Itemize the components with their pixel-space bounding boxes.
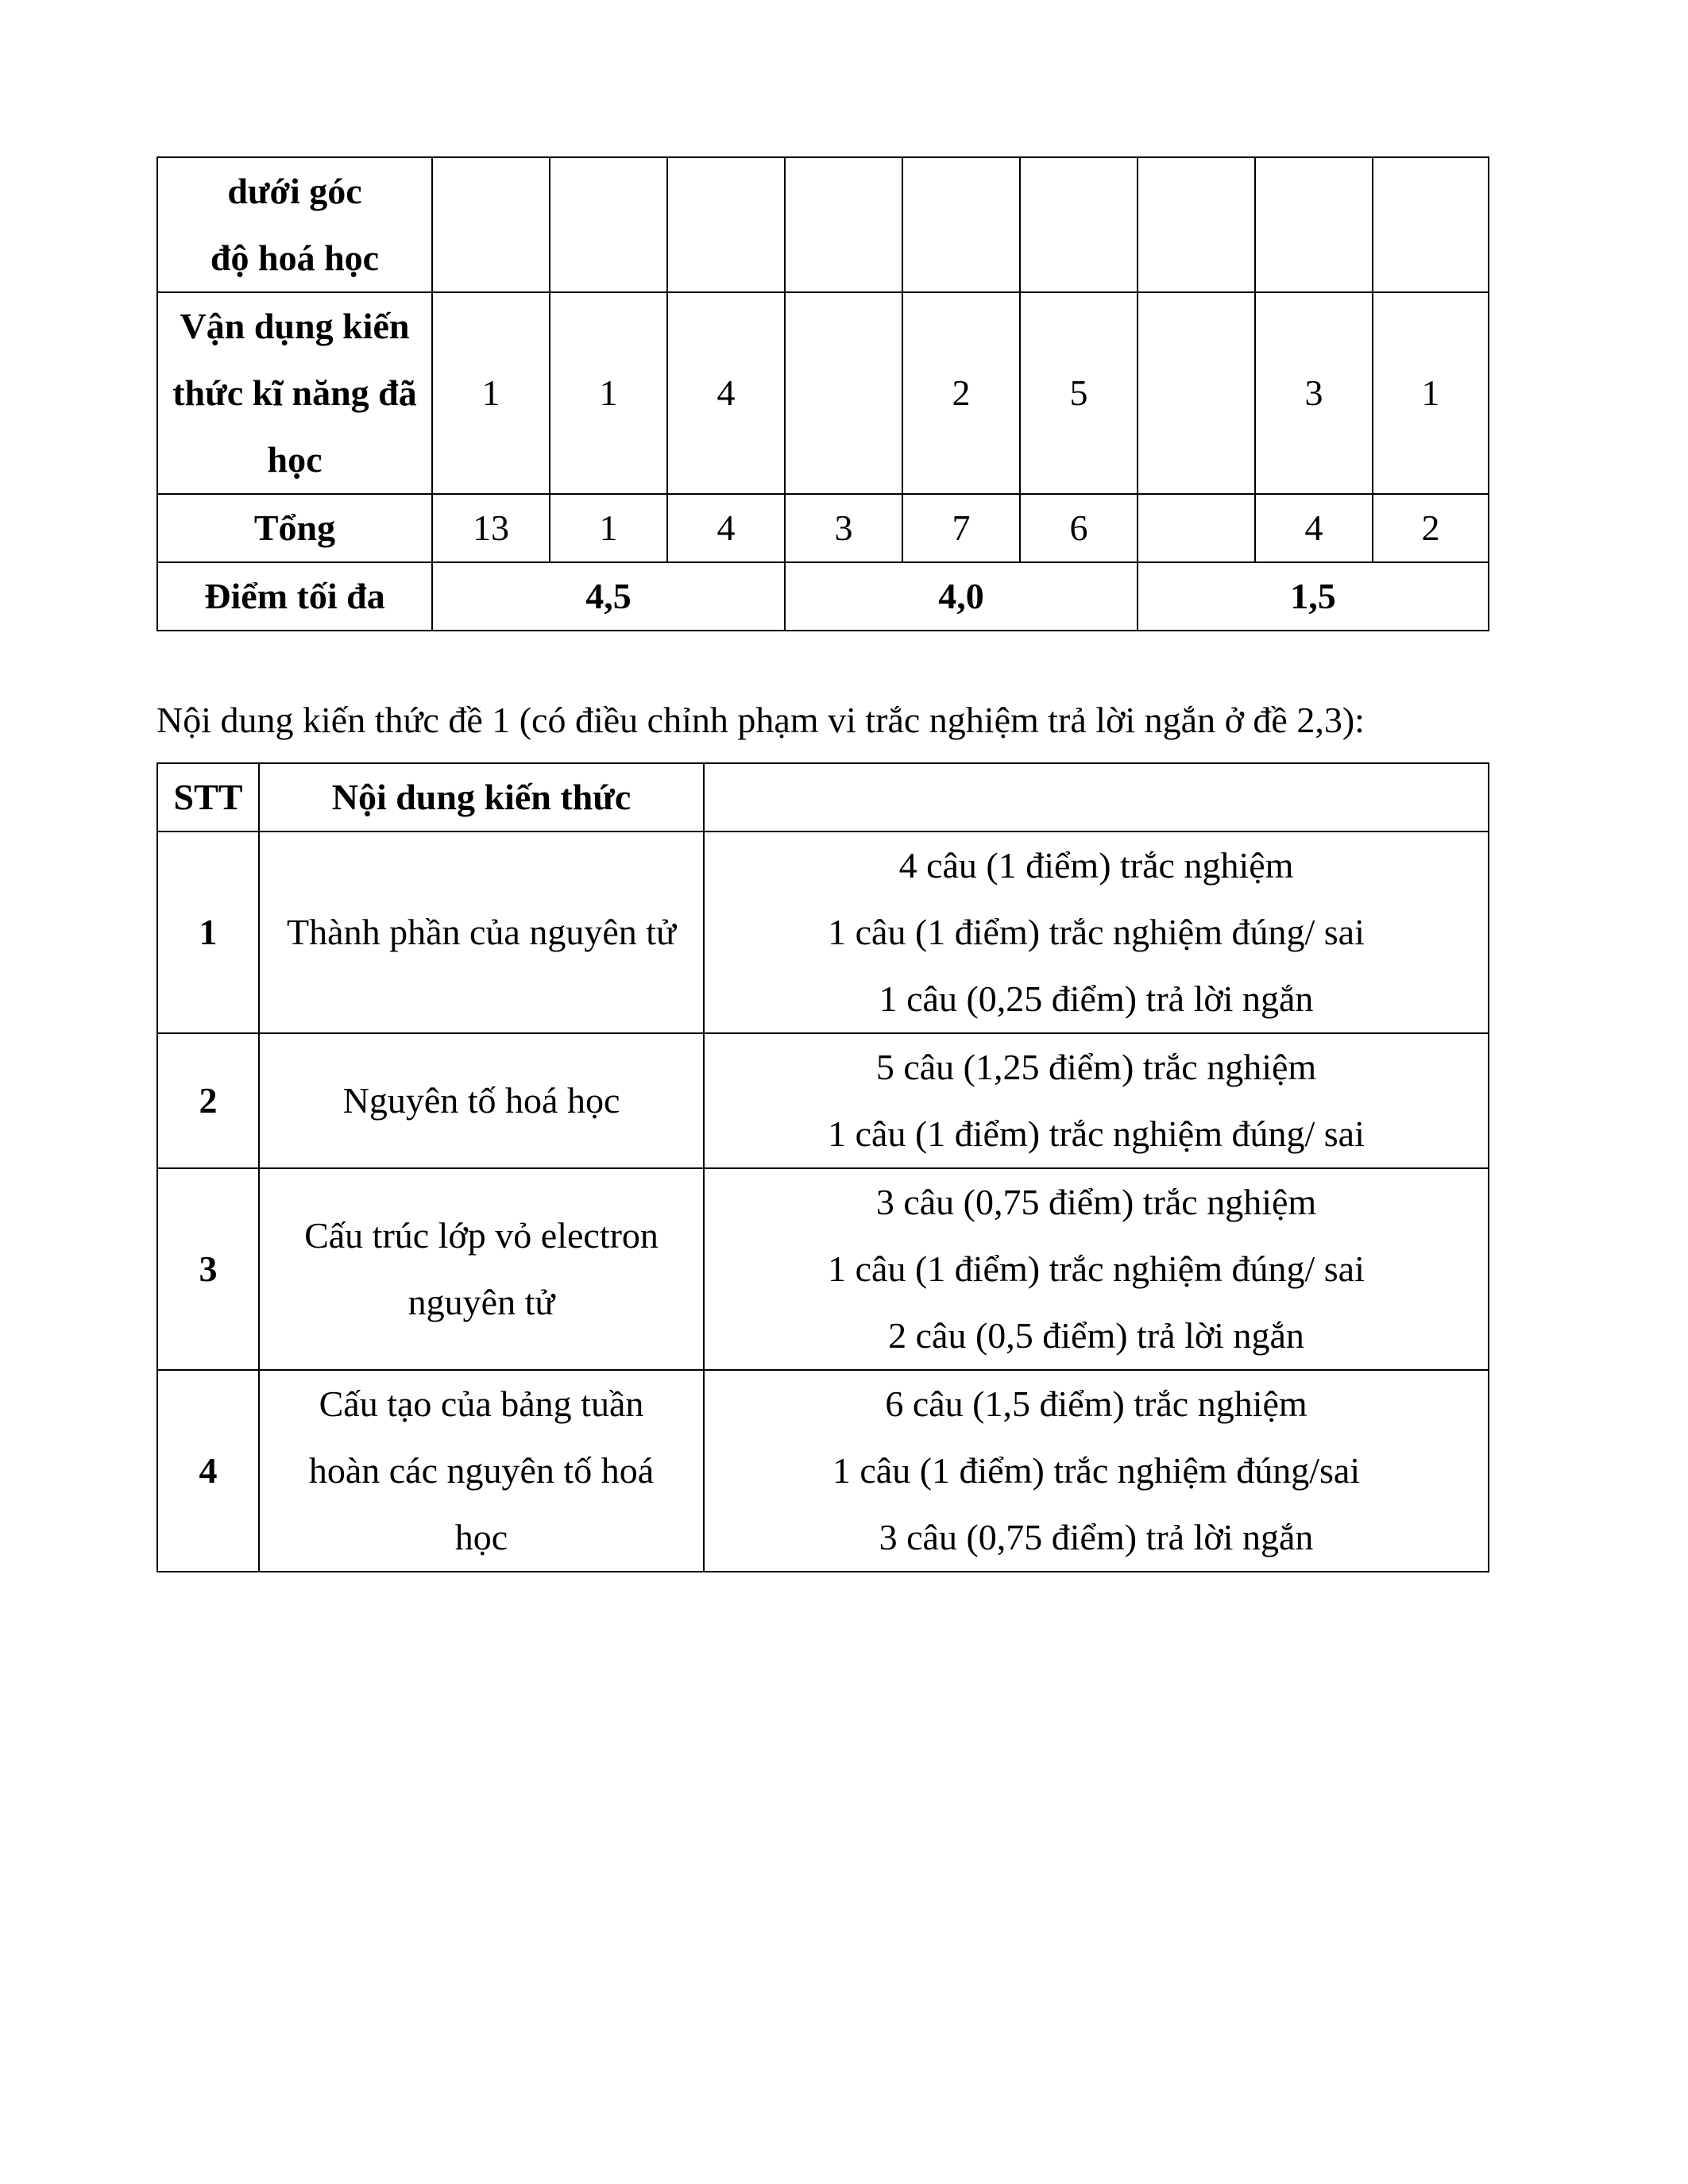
table-cell: 1 xyxy=(550,494,667,562)
detail-line: 2 câu (0,5 điểm) trả lời ngắn xyxy=(888,1315,1304,1356)
table-cell: 1 xyxy=(550,292,667,494)
content-table xyxy=(156,762,1489,1572)
table-cell xyxy=(902,157,1020,292)
table-row xyxy=(157,1168,1489,1370)
row-stt: 3 xyxy=(157,1168,259,1370)
table-cell xyxy=(1373,157,1489,292)
max-score-value: 1,5 xyxy=(1138,562,1489,631)
detail-line: 3 câu (0,75 điểm) trả lời ngắn xyxy=(879,1517,1314,1557)
row-topic: Thành phần của nguyên tử xyxy=(259,832,704,1033)
table-row xyxy=(157,292,1489,494)
header-stt: STT xyxy=(157,763,259,832)
detail-line: 4 câu (1 điểm) trắc nghiệm xyxy=(898,845,1294,886)
detail-line: 1 câu (1 điểm) trắc nghiệm đúng/ sai xyxy=(828,1248,1365,1289)
header-details xyxy=(704,763,1489,832)
table-cell: 13 xyxy=(432,494,550,562)
row-topic: Cấu tạo của bảng tuần hoàn các nguyên tố hoá học xyxy=(259,1370,704,1572)
row-details xyxy=(704,1033,1489,1168)
table-cell: 7 xyxy=(902,494,1020,562)
matrix-table xyxy=(156,156,1489,631)
detail-line: 1 câu (1 điểm) trắc nghiệm đúng/ sai xyxy=(828,912,1365,952)
table-cell xyxy=(667,157,785,292)
table-row xyxy=(157,832,1489,1033)
detail-line: 1 câu (1 điểm) trắc nghiệm đúng/ sai xyxy=(828,1113,1365,1154)
table-cell xyxy=(1138,292,1255,494)
table-cell: 3 xyxy=(785,494,902,562)
row-details xyxy=(704,1370,1489,1572)
table-row xyxy=(157,157,1489,292)
table-cell: 2 xyxy=(902,292,1020,494)
max-score-value: 4,5 xyxy=(432,562,785,631)
row-stt: 1 xyxy=(157,832,259,1033)
max-score-row xyxy=(157,562,1489,631)
table-cell xyxy=(785,292,902,494)
table-row xyxy=(157,1370,1489,1572)
max-score-value: 4,0 xyxy=(785,562,1138,631)
table-cell xyxy=(1138,494,1255,562)
table-cell xyxy=(550,157,667,292)
table-cell: 6 xyxy=(1020,494,1138,562)
section-intro: Nội dung kiến thức đề 1 (có điều chỉnh phạm vi trắc nghiệm trả lời ngắn ở đề 2,3): xyxy=(156,700,1365,740)
detail-line: 1 câu (1 điểm) trắc nghiệm đúng/sai xyxy=(832,1450,1361,1491)
table-header-row xyxy=(157,763,1489,832)
row-topic: Nguyên tố hoá học xyxy=(259,1033,704,1168)
row-label: Điểm tối đa xyxy=(157,562,432,631)
table-cell xyxy=(432,157,550,292)
table-cell: 3 xyxy=(1255,292,1373,494)
detail-line: 3 câu (0,75 điểm) trắc nghiệm xyxy=(875,1182,1317,1222)
table-cell: 4 xyxy=(1255,494,1373,562)
detail-line: 1 câu (0,25 điểm) trả lời ngắn xyxy=(879,978,1314,1019)
row-topic: Cấu trúc lớp vỏ electron nguyên tử xyxy=(259,1168,704,1370)
table-cell xyxy=(1138,157,1255,292)
table-row xyxy=(157,494,1489,562)
detail-line: 5 câu (1,25 điểm) trắc nghiệm xyxy=(875,1047,1317,1087)
row-details xyxy=(704,832,1489,1033)
table-cell: 2 xyxy=(1373,494,1489,562)
row-label: Tổng xyxy=(157,494,432,562)
header-content: Nội dung kiến thức xyxy=(259,763,704,832)
row-stt: 4 xyxy=(157,1370,259,1572)
table-cell: 5 xyxy=(1020,292,1138,494)
row-label: dưới góc độ hoá học xyxy=(157,157,432,292)
table-cell xyxy=(1020,157,1138,292)
table-cell: 4 xyxy=(667,494,785,562)
detail-line: 6 câu (1,5 điểm) trắc nghiệm xyxy=(885,1383,1308,1424)
row-stt: 2 xyxy=(157,1033,259,1168)
table-row xyxy=(157,1033,1489,1168)
table-cell: 1 xyxy=(432,292,550,494)
row-label: Vận dụng kiến thức kĩ năng đã học xyxy=(157,292,432,494)
table-cell: 1 xyxy=(1373,292,1489,494)
row-details xyxy=(704,1168,1489,1370)
table-cell xyxy=(785,157,902,292)
table-cell: 4 xyxy=(667,292,785,494)
table-cell xyxy=(1255,157,1373,292)
